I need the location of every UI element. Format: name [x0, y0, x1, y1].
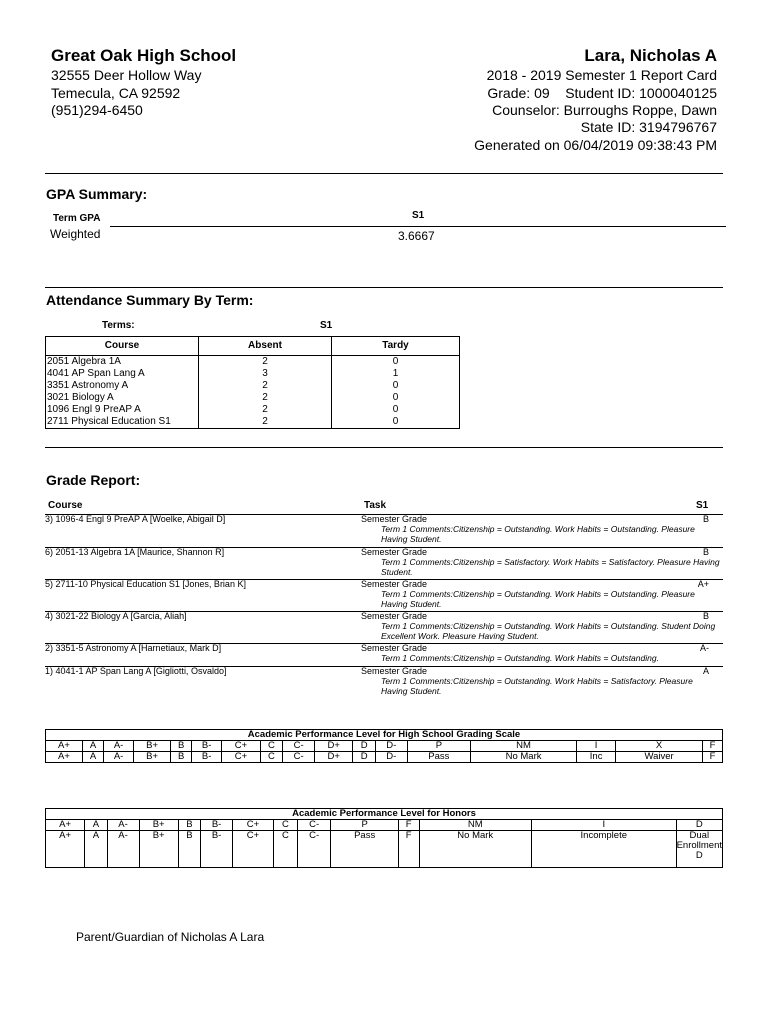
scale-cell: B: [171, 741, 192, 752]
attendance-tardy: 0: [332, 356, 460, 369]
divider: [45, 447, 723, 448]
gpa-value: 3.6667: [398, 229, 435, 243]
attendance-course: 1096 Engl 9 PreAP A: [46, 404, 199, 416]
state-id: State ID: 3194796767: [580, 119, 717, 135]
scale-cell: B+: [139, 820, 178, 831]
scale-cell: D-: [375, 741, 407, 752]
school-phone: (951)294-6450: [51, 102, 143, 118]
scale-cell: B: [178, 820, 200, 831]
divider: [45, 173, 723, 174]
scale-cell: A+: [46, 741, 83, 752]
table-row: [45, 643, 723, 663]
honors-grading-scale-table: [45, 808, 723, 868]
attendance-absent: 3: [199, 368, 332, 380]
table-row: [46, 416, 460, 429]
scale-cell: No Mark: [471, 752, 577, 763]
grade-comment: Term 1 Comments:Citizenship = Outstanding. Work Habits = Outstanding. Student Doing Excellent Work. Pleasure Having Student.: [381, 621, 716, 641]
grade-value: A: [702, 666, 709, 676]
scale-cell: C+: [222, 752, 260, 763]
table-row: [45, 547, 723, 577]
scale-cell: C-: [283, 741, 315, 752]
scale-cell: I: [531, 820, 676, 831]
scale-cell: F: [702, 741, 722, 752]
attendance-course: 4041 AP Span Lang A: [46, 368, 199, 380]
grade-comment: Term 1 Comments:Citizenship = Outstanding. Work Habits = Outstanding. Pleasure Having Student.: [381, 524, 695, 544]
school-address-line2: Temecula, CA 92592: [51, 85, 181, 101]
scale-cell: NM: [419, 820, 531, 831]
scale-cell: B-: [192, 752, 222, 763]
table-row: [46, 368, 460, 380]
scale-cell: C+: [222, 741, 260, 752]
attendance-table: [45, 336, 460, 429]
table-row: [46, 392, 460, 404]
scale-cell: A: [82, 752, 103, 763]
scale-cell: A-: [104, 741, 134, 752]
scale-cell: D+: [314, 741, 352, 752]
honors-scale-title: Academic Performance Level for Honors: [46, 809, 723, 820]
scale-cell: B: [171, 752, 192, 763]
grade-comment: Term 1 Comments:Citizenship = Satisfactory. Work Habits = Satisfactory. Pleasure Having Student.: [381, 557, 720, 577]
attendance-absent: 2: [199, 392, 332, 404]
attendance-header-tardy: Tardy: [332, 337, 460, 356]
grade-course: 3) 1096-4 Engl 9 PreAP A [Woelke, Abigail D]: [45, 514, 226, 524]
grade-course: 2) 3351-5 Astronomy A [Harnetiaux, Mark D]: [45, 643, 222, 653]
attendance-absent: 2: [199, 380, 332, 392]
scale-cell: I: [576, 741, 615, 752]
attendance-header-absent: Absent: [199, 337, 332, 356]
table-row: [46, 752, 723, 763]
scale-cell: C+: [233, 831, 274, 868]
grade-task: Semester Grade: [361, 611, 428, 621]
grade-task: Semester Grade: [361, 547, 428, 557]
grade-comment: Term 1 Comments:Citizenship = Outstanding. Work Habits = Outstanding.: [381, 653, 659, 663]
grade-task: Semester Grade: [361, 643, 428, 653]
grade-course: 4) 3021-22 Biology A [Garcia, Aliah]: [45, 611, 187, 621]
gpa-summary-title: GPA Summary:: [46, 186, 148, 202]
gpa-term-header: S1: [412, 210, 425, 221]
grade-value: B: [702, 547, 709, 557]
school-address-line1: 32555 Deer Hollow Way: [51, 67, 202, 83]
grade-value: A+: [697, 579, 709, 589]
scale-cell: B-: [192, 741, 222, 752]
hs-grading-scale-table: [45, 729, 723, 763]
grade-student-id: Grade: 09 Student ID: 1000040125: [487, 85, 717, 101]
scale-cell: D: [353, 752, 376, 763]
scale-cell: F: [398, 831, 419, 868]
scale-cell: C: [260, 741, 283, 752]
table-row: [46, 741, 723, 752]
table-row: [45, 514, 723, 544]
counselor: Counselor: Burroughs Roppe, Dawn: [492, 102, 717, 118]
table-row: [46, 820, 723, 831]
attendance-tardy: 0: [332, 380, 460, 392]
scale-cell: D: [353, 741, 376, 752]
scale-cell: P: [331, 820, 398, 831]
scale-cell: A-: [104, 752, 134, 763]
gpa-header-rule: [110, 226, 726, 227]
grade-comment: Term 1 Comments:Citizenship = Outstanding. Work Habits = Outstanding. Pleasure Having Student.: [381, 589, 695, 609]
signature-label: Parent/Guardian of Nicholas A Lara: [76, 930, 265, 944]
scale-cell: A+: [46, 752, 83, 763]
attendance-term: S1: [320, 320, 333, 331]
grade-value: B: [702, 514, 709, 524]
attendance-absent: 2: [199, 356, 332, 369]
grade-value: A-: [700, 643, 709, 653]
scale-cell: P: [407, 741, 470, 752]
attendance-course: 2051 Algebra 1A: [46, 356, 199, 369]
scale-cell: A-: [107, 831, 139, 868]
attendance-course: 3021 Biology A: [46, 392, 199, 404]
scale-cell: B+: [139, 831, 178, 868]
attendance-title: Attendance Summary By Term:: [46, 292, 254, 308]
grade-task: Semester Grade: [361, 666, 428, 676]
scale-cell: B-: [201, 820, 233, 831]
scale-cell: C: [260, 752, 283, 763]
table-row: [46, 356, 460, 369]
attendance-tardy: 1: [332, 368, 460, 380]
scale-cell: Pass: [407, 752, 470, 763]
grade-comment: Term 1 Comments:Citizenship = Outstanding. Work Habits = Satisfactory. Pleasure Having Student.: [381, 676, 693, 696]
grade-report-title: Grade Report:: [46, 472, 141, 488]
table-row: [45, 579, 723, 609]
scale-cell: Pass: [331, 831, 398, 868]
gpa-row-label: Weighted: [50, 227, 101, 241]
attendance-tardy: 0: [332, 404, 460, 416]
scale-cell: C-: [297, 831, 331, 868]
attendance-absent: 2: [199, 404, 332, 416]
scale-cell: A-: [107, 820, 139, 831]
attendance-course: 3351 Astronomy A: [46, 380, 199, 392]
attendance-tardy: 0: [332, 416, 460, 429]
scale-cell: F: [702, 752, 722, 763]
grade-task: Semester Grade: [361, 514, 428, 524]
report-title: 2018 - 2019 Semester 1 Report Card: [486, 67, 717, 83]
grade-course: 1) 4041-1 AP Span Lang A [Gigliotti, Osvaldo]: [45, 666, 227, 676]
attendance-course: 2711 Physical Education S1: [46, 416, 199, 429]
scale-cell: B+: [134, 752, 171, 763]
scale-cell: Inc: [576, 752, 615, 763]
scale-cell: NM: [471, 741, 577, 752]
scale-cell: B: [178, 831, 200, 868]
table-row: [45, 666, 723, 696]
attendance-absent: 2: [199, 416, 332, 429]
student-name: Lara, Nicholas A: [584, 46, 717, 65]
scale-cell: A+: [46, 831, 85, 868]
attendance-tardy: 0: [332, 392, 460, 404]
scale-cell: C: [273, 820, 297, 831]
scale-cell: No Mark: [419, 831, 531, 868]
scale-cell: C+: [233, 820, 274, 831]
scale-cell: F: [398, 820, 419, 831]
attendance-header-course: Course: [46, 337, 199, 356]
scale-cell: C-: [297, 820, 331, 831]
scale-cell: Dual Enrollment D: [676, 831, 722, 868]
hs-scale-title: Academic Performance Level for High School Grading Scale: [46, 730, 723, 741]
table-row: [46, 404, 460, 416]
attendance-terms-label: Terms:: [102, 320, 135, 331]
scale-cell: B-: [201, 831, 233, 868]
grade-course: 6) 2051-13 Algebra 1A [Maurice, Shannon R]: [45, 547, 225, 557]
scale-cell: B+: [134, 741, 171, 752]
grade-col-term: S1: [696, 500, 709, 511]
grade-value: B: [702, 611, 709, 621]
scale-cell: C-: [283, 752, 315, 763]
scale-cell: D+: [314, 752, 352, 763]
scale-cell: A: [85, 831, 107, 868]
grade-course: 5) 2711-10 Physical Education S1 [Jones, Brian K]: [45, 579, 246, 589]
scale-cell: A+: [46, 820, 85, 831]
generated-timestamp: Generated on 06/04/2019 09:38:43 PM: [474, 137, 717, 153]
grade-task: Semester Grade: [361, 579, 428, 589]
scale-cell: X: [616, 741, 703, 752]
table-row: [46, 380, 460, 392]
divider: [45, 287, 723, 288]
table-row: [45, 611, 723, 641]
scale-cell: C: [273, 831, 297, 868]
school-name: Great Oak High School: [51, 46, 237, 65]
scale-cell: Waiver: [616, 752, 703, 763]
grade-col-course: Course: [48, 500, 83, 511]
scale-cell: A: [82, 741, 103, 752]
grade-col-task: Task: [364, 500, 387, 511]
scale-cell: D: [676, 820, 722, 831]
scale-cell: A: [85, 820, 107, 831]
scale-cell: Incomplete: [531, 831, 676, 868]
scale-cell: D-: [375, 752, 407, 763]
gpa-term-label: Term GPA: [53, 213, 101, 224]
table-row: [46, 831, 723, 868]
